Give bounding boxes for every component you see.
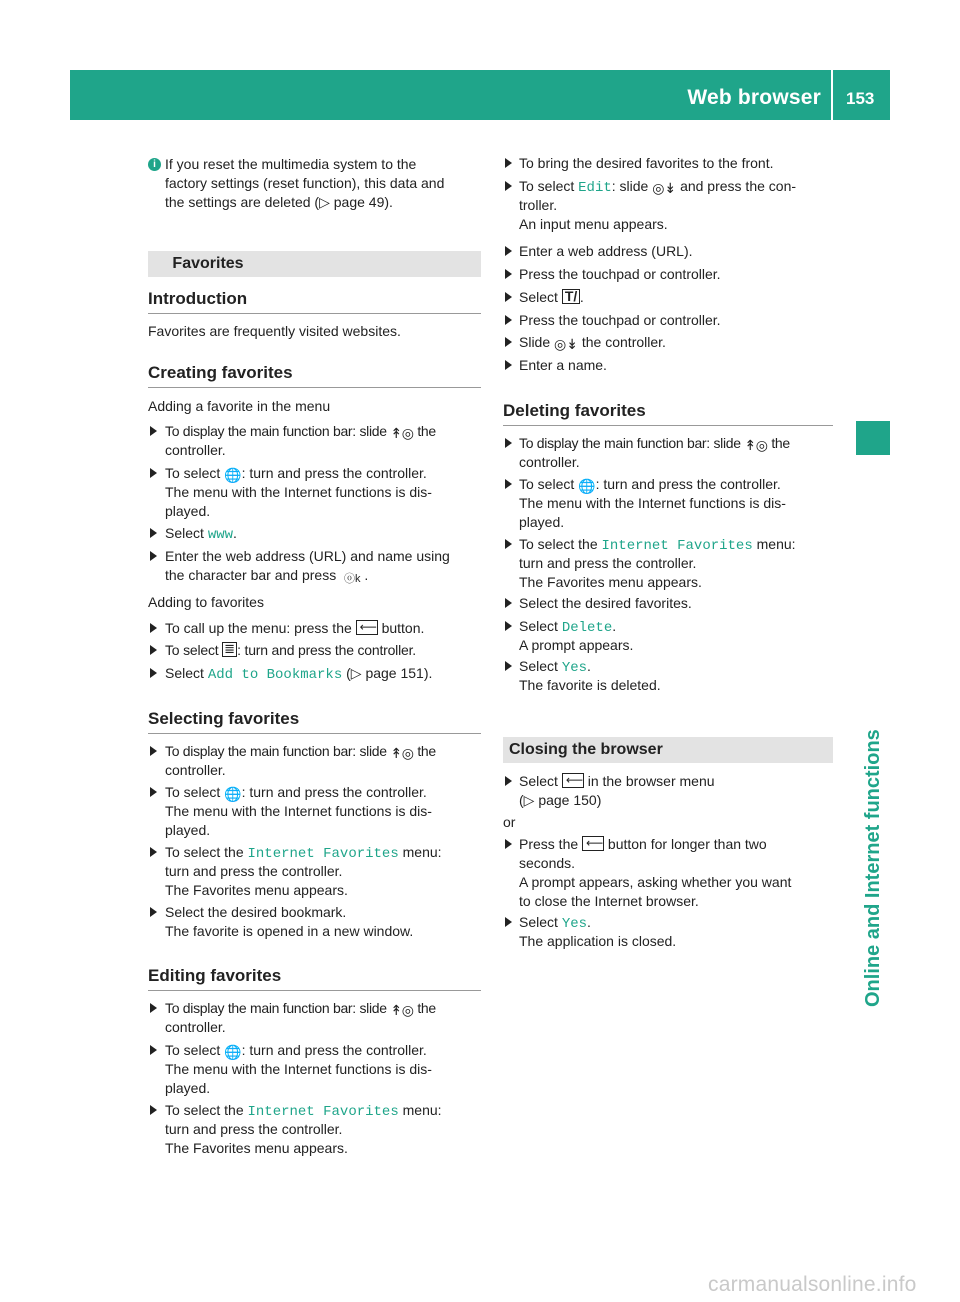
step-text: The menu with the Internet functions is dis- bbox=[519, 495, 786, 511]
step-text: To select the Internet Favorites menu: bbox=[519, 536, 796, 554]
menu-item-delete[interactable]: Delete bbox=[561, 620, 613, 636]
step-text: The favorite is deleted. bbox=[519, 677, 661, 693]
step-text: Enter a name. bbox=[519, 357, 607, 373]
step-text: Enter a web address (URL). bbox=[519, 243, 693, 259]
step-arrow-icon bbox=[150, 623, 157, 633]
step-arrow-icon bbox=[505, 360, 512, 370]
step-arrow-icon bbox=[150, 645, 157, 655]
step-text: Select the desired bookmark. bbox=[165, 904, 347, 920]
step-arrow-icon bbox=[150, 907, 157, 917]
page-ref-arrow-icon: ▷ bbox=[350, 665, 366, 681]
info-icon: i bbox=[148, 158, 161, 171]
step-text: Press the touchpad or controller. bbox=[519, 312, 721, 328]
back-icon: ⟵ bbox=[582, 836, 604, 851]
step-text: To select 🌐: turn and press the controller. bbox=[165, 784, 427, 802]
section-closing-browser: Closing the browser bbox=[503, 737, 833, 763]
step-text: Select Yes. bbox=[519, 658, 591, 676]
step-arrow-icon bbox=[505, 158, 512, 168]
menu-item-yes[interactable]: Yes bbox=[561, 660, 588, 676]
step-text: An input menu appears. bbox=[519, 216, 668, 232]
text-cursor-icon: T/ bbox=[562, 289, 580, 304]
step-arrow-icon bbox=[150, 468, 157, 478]
step-text: (▷ page 150) bbox=[519, 792, 602, 808]
step-text: the character bar and press ⓞk . bbox=[165, 566, 368, 589]
header-divider bbox=[831, 70, 833, 120]
rule bbox=[148, 733, 481, 734]
step-arrow-icon bbox=[505, 181, 512, 191]
step-text: To display the main function bar: slide ↟◎ the bbox=[519, 435, 790, 453]
step-arrow-icon bbox=[505, 438, 512, 448]
step-text: A prompt appears. bbox=[519, 637, 634, 653]
step-arrow-icon bbox=[150, 746, 157, 756]
step-arrow-icon bbox=[505, 621, 512, 631]
step-text: controller. bbox=[165, 1019, 226, 1035]
heading-introduction: Introduction bbox=[148, 289, 248, 308]
subhead-adding-menu: Adding a favorite in the menu bbox=[148, 398, 331, 414]
step-text: To call up the menu: press the ⟵ button. bbox=[165, 620, 425, 636]
step-text: controller. bbox=[165, 762, 226, 778]
step-text: The favorite is opened in a new window. bbox=[165, 923, 414, 939]
back-icon: ⟵ bbox=[562, 773, 584, 788]
step-arrow-icon bbox=[505, 598, 512, 608]
step-text: Select Yes. bbox=[519, 914, 591, 932]
globe-icon: 🌐 bbox=[224, 467, 242, 483]
step-text: to close the Internet browser. bbox=[519, 893, 699, 909]
step-text: turn and press the controller. bbox=[165, 1121, 343, 1137]
step-text: To select the Internet Favorites menu: bbox=[165, 844, 442, 862]
page-ref[interactable]: page 49 bbox=[333, 194, 385, 210]
step-arrow-icon bbox=[150, 528, 157, 538]
page-number: 153 bbox=[846, 89, 875, 108]
step-arrow-icon bbox=[150, 1045, 157, 1055]
or-text: or bbox=[503, 814, 516, 830]
step-text: Press the ⟵ button for longer than two bbox=[519, 836, 767, 852]
controller-up-icon: ↟◎ bbox=[390, 1002, 414, 1018]
menu-item-internet-favorites[interactable]: Internet Favorites bbox=[601, 538, 753, 554]
step-arrow-icon bbox=[505, 661, 512, 671]
step-text: A prompt appears, asking whether you want bbox=[519, 874, 792, 890]
step-arrow-icon bbox=[505, 246, 512, 256]
step-text: turn and press the controller. bbox=[519, 555, 697, 571]
step-text: Select www. bbox=[165, 525, 237, 543]
step-arrow-icon bbox=[505, 539, 512, 549]
step-arrow-icon bbox=[150, 1003, 157, 1013]
rule bbox=[503, 425, 833, 426]
step-text: The menu with the Internet functions is dis- bbox=[165, 484, 432, 500]
controller-down-icon: ◎↡ bbox=[652, 180, 677, 196]
step-text: To select 🌐: turn and press the controller. bbox=[165, 1042, 427, 1060]
step-text: The Favorites menu appears. bbox=[165, 882, 348, 898]
step-text: The Favorites menu appears. bbox=[519, 574, 702, 590]
controller-down-icon: ◎↡ bbox=[554, 336, 578, 352]
step-text: The Favorites menu appears. bbox=[165, 1140, 348, 1156]
step-text: To select Edit: slide ◎↡ and press the con- bbox=[519, 178, 797, 196]
step-text: To select 🌐: turn and press the controller. bbox=[165, 465, 427, 483]
step-text: Select Delete. bbox=[519, 618, 617, 636]
page-ref-arrow-icon: ▷ bbox=[319, 194, 334, 210]
page-ref[interactable]: page 150 bbox=[538, 792, 597, 808]
side-tab-label: Online and Internet functions bbox=[862, 729, 884, 1007]
step-arrow-icon bbox=[505, 292, 512, 302]
step-text: played. bbox=[165, 503, 211, 519]
back-icon: ⟵ bbox=[356, 620, 378, 635]
step-text: played. bbox=[519, 514, 565, 530]
subhead-adding-favorites: Adding to favorites bbox=[148, 594, 264, 610]
step-arrow-icon bbox=[505, 479, 512, 489]
step-arrow-icon bbox=[505, 315, 512, 325]
step-arrow-icon bbox=[150, 551, 157, 561]
info-note-line3: the settings are deleted (▷ page 49). bbox=[165, 194, 393, 210]
step-text: To display the main function bar: slide ↟◎ the bbox=[165, 1000, 436, 1018]
step-text: Enter the web address (URL) and name using bbox=[165, 548, 450, 564]
menu-item-add-to-bookmarks[interactable]: Add to Bookmarks bbox=[207, 667, 343, 683]
step-text: To display the main function bar: slide ↟◎ the bbox=[165, 743, 436, 761]
step-text: Select the desired favorites. bbox=[519, 595, 692, 611]
step-text: To display the main function bar: slide ↟◎ the bbox=[165, 423, 436, 441]
step-text: To select 🌐: turn and press the controller. bbox=[519, 476, 781, 494]
menu-item-yes[interactable]: Yes bbox=[561, 916, 588, 932]
step-arrow-icon bbox=[505, 776, 512, 786]
controller-up-icon: ↟◎ bbox=[390, 425, 414, 441]
step-text: Select T/ . bbox=[519, 288, 584, 305]
menu-item-internet-favorites[interactable]: Internet Favorites bbox=[247, 846, 399, 862]
heading-deleting: Deleting favorites bbox=[503, 401, 646, 420]
step-arrow-icon bbox=[505, 269, 512, 279]
step-text: Slide ◎↡ the controller. bbox=[519, 334, 666, 352]
section-favorites: Favorites bbox=[148, 251, 481, 277]
side-tab-marker bbox=[856, 421, 890, 455]
rule bbox=[148, 313, 481, 314]
menu-item-edit[interactable]: Edit bbox=[578, 180, 612, 196]
intro-text: Favorites are frequently visited websites. bbox=[148, 323, 401, 339]
menu-item-www[interactable]: www bbox=[207, 527, 234, 543]
controller-up-icon: ↟◎ bbox=[390, 745, 414, 761]
info-note-line1: If you reset the multimedia system to the bbox=[165, 156, 417, 172]
heading-creating: Creating favorites bbox=[148, 363, 293, 382]
step-text: Select ⟵ in the browser menu bbox=[519, 773, 715, 789]
step-text: Select Add to Bookmarks (▷ page 151). bbox=[165, 665, 433, 683]
step-text: controller. bbox=[165, 442, 226, 458]
page-ref[interactable]: page 151 bbox=[365, 665, 424, 681]
step-text: The menu with the Internet functions is dis- bbox=[165, 803, 432, 819]
step-text: The menu with the Internet functions is dis- bbox=[165, 1061, 432, 1077]
ok-icon: ⓞk bbox=[344, 573, 361, 585]
rule bbox=[148, 387, 481, 388]
step-arrow-icon bbox=[150, 787, 157, 797]
step-arrow-icon bbox=[505, 337, 512, 347]
globe-icon: 🌐 bbox=[224, 786, 242, 802]
menu-icon: ≣ bbox=[222, 642, 237, 657]
step-arrow-icon bbox=[505, 839, 512, 849]
menu-item-internet-favorites[interactable]: Internet Favorites bbox=[247, 1104, 399, 1120]
globe-icon: 🌐 bbox=[224, 1044, 242, 1060]
step-text: turn and press the controller. bbox=[165, 863, 343, 879]
heading-selecting: Selecting favorites bbox=[148, 709, 300, 728]
controller-up-icon: ↟◎ bbox=[744, 437, 768, 453]
step-text: To bring the desired favorites to the front. bbox=[519, 155, 774, 171]
step-text: played. bbox=[165, 1080, 211, 1096]
step-text: controller. bbox=[519, 454, 580, 470]
step-text: Press the touchpad or controller. bbox=[519, 266, 721, 282]
step-arrow-icon bbox=[150, 668, 157, 678]
step-text: troller. bbox=[519, 197, 558, 213]
step-arrow-icon bbox=[150, 426, 157, 436]
step-text: seconds. bbox=[519, 855, 576, 871]
step-text: played. bbox=[165, 822, 211, 838]
rule bbox=[148, 990, 481, 991]
step-text: The application is closed. bbox=[519, 933, 677, 949]
watermark: carmanualsonline.info bbox=[708, 1273, 917, 1296]
step-arrow-icon bbox=[150, 847, 157, 857]
step-text: To select ≣ : turn and press the controller. bbox=[165, 641, 416, 658]
page-ref-arrow-icon: ▷ bbox=[523, 792, 539, 808]
step-arrow-icon bbox=[150, 1105, 157, 1115]
step-arrow-icon bbox=[505, 917, 512, 927]
heading-editing: Editing favorites bbox=[148, 966, 282, 985]
info-note-line2: factory settings (reset function), this data and bbox=[165, 175, 445, 191]
globe-icon: 🌐 bbox=[578, 478, 596, 494]
header-title: Web browser bbox=[687, 86, 821, 109]
step-text: To select the Internet Favorites menu: bbox=[165, 1102, 442, 1120]
